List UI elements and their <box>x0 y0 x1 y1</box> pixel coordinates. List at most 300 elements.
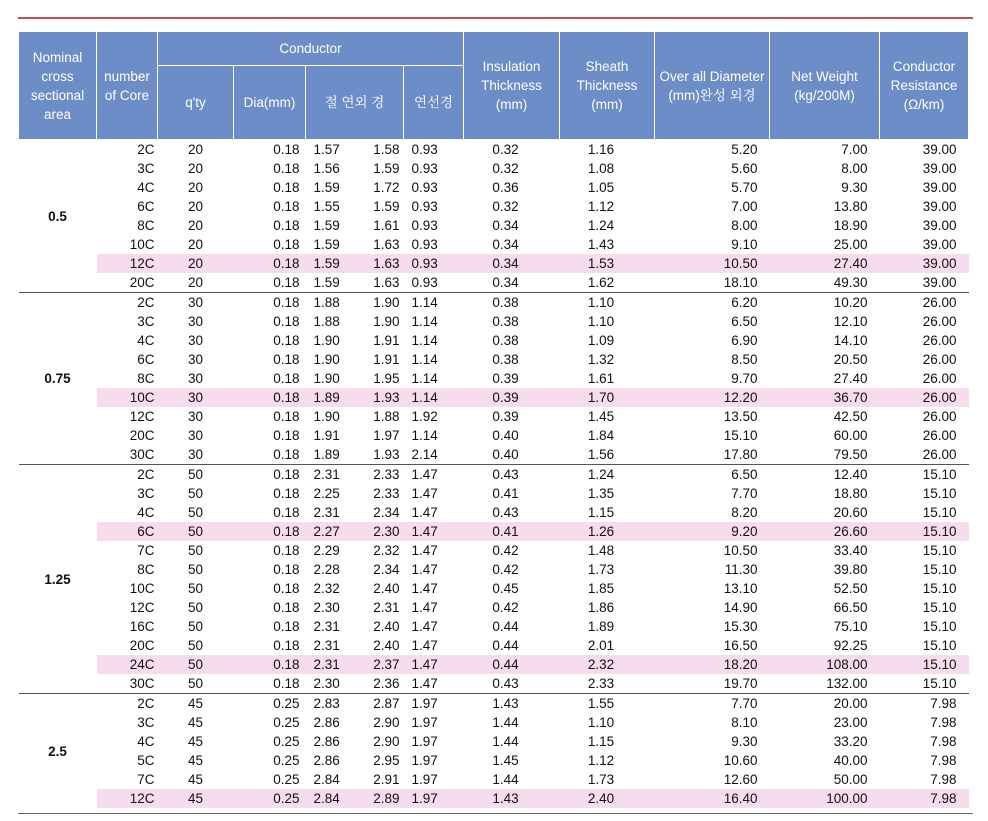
conductor-od-cell: 2.32 <box>313 581 340 596</box>
strand-od-cell: 1.47 <box>411 638 438 653</box>
table-row <box>19 655 969 674</box>
sheath-thickness-cell: 1.73 <box>587 562 615 577</box>
sheath-thickness-cell: 2.01 <box>587 638 615 653</box>
strand-od-cell: 1.14 <box>411 428 438 443</box>
insulation-thickness-cell: 0.45 <box>492 581 519 596</box>
insulation-thickness-cell: 0.40 <box>492 447 519 462</box>
net-weight-cell: 42.50 <box>833 409 868 424</box>
net-weight-cell: 50.00 <box>833 772 868 787</box>
overall-diameter-cell: 18.10 <box>723 275 758 290</box>
qty-cell: 50 <box>187 619 204 634</box>
insulation-thickness-cell: 0.34 <box>492 237 519 252</box>
header-conductor-resistance: Conductor Resistance (Ω/km) <box>880 32 969 140</box>
strand-od-cell: 0.93 <box>411 142 438 157</box>
dia-cell: 0.18 <box>273 619 300 634</box>
header-insulation-thickness: Insulation Thickness (mm) <box>464 32 560 140</box>
resistance-cell: 7.98 <box>930 753 957 768</box>
resistance-cell: 39.00 <box>880 254 969 273</box>
strand-od-cell: 1.47 <box>411 676 438 691</box>
dia-cell: 0.18 <box>273 447 300 462</box>
qty-cell: 50 <box>158 465 234 485</box>
insulated-od-cell: 1.63 <box>352 254 404 273</box>
net-weight-cell: 25.00 <box>833 237 868 252</box>
dia-cell: 0.18 <box>273 180 300 195</box>
sheath-thickness-cell: 1.26 <box>560 522 655 541</box>
qty-cell: 50 <box>187 676 204 691</box>
dia-cell: 0.18 <box>234 655 306 674</box>
dia-cell: 0.18 <box>273 676 300 691</box>
sheath-thickness-cell: 1.86 <box>587 600 615 615</box>
overall-diameter-cell: 9.20 <box>655 522 770 541</box>
insulation-thickness-cell: 1.45 <box>492 753 519 768</box>
overall-diameter-cell: 11.30 <box>724 562 758 577</box>
sheath-thickness-cell: 2.33 <box>587 676 615 691</box>
net-weight-cell: 92.25 <box>833 638 868 653</box>
insulation-thickness-cell: 0.43 <box>492 676 519 691</box>
resistance-cell: 7.98 <box>930 772 957 787</box>
overall-diameter-cell: 13.50 <box>723 409 758 424</box>
conductor-od-cell: 2.31 <box>306 655 352 674</box>
strand-od-cell: 1.47 <box>411 619 438 634</box>
sheath-thickness-cell: 1.10 <box>587 715 615 730</box>
overall-diameter-cell: 7.00 <box>731 199 758 214</box>
conductor-od-cell: 1.59 <box>313 218 340 233</box>
net-weight-cell: 27.40 <box>770 254 880 273</box>
resistance-cell: 26.00 <box>922 352 957 367</box>
insulation-thickness-cell: 0.42 <box>492 562 519 577</box>
overall-diameter-cell: 6.50 <box>655 465 770 485</box>
qty-cell: 50 <box>158 655 234 674</box>
qty-cell: 50 <box>187 486 204 501</box>
insulation-thickness-cell: 0.34 <box>492 218 519 233</box>
nominal-area-cell: 1.25 <box>19 465 97 694</box>
core-count-cell: 8C <box>137 218 155 233</box>
strand-od-cell: 1.14 <box>411 333 438 348</box>
dia-cell: 0.18 <box>234 254 306 273</box>
overall-diameter-cell: 5.60 <box>731 161 758 176</box>
strand-od-cell: 0.93 <box>411 199 438 214</box>
insulation-thickness-cell: 0.42 <box>492 543 519 558</box>
sheath-thickness-cell: 1.48 <box>587 543 615 558</box>
table-row <box>19 254 969 273</box>
qty-cell: 45 <box>187 734 204 749</box>
strand-od-cell: 1.47 <box>411 562 438 577</box>
strand-od-cell: 0.93 <box>411 180 438 195</box>
net-weight-cell: 13.80 <box>833 199 868 214</box>
table-row <box>19 426 969 445</box>
insulated-od-cell: 1.90 <box>373 314 400 329</box>
table-row <box>19 178 969 197</box>
strand-od-cell: 1.47 <box>411 543 438 558</box>
core-count-cell: 3C <box>137 314 155 329</box>
conductor-od-cell: 2.30 <box>313 676 340 691</box>
insulation-thickness-cell: 1.44 <box>492 772 519 787</box>
strand-od-cell: 1.47 <box>411 505 438 520</box>
insulated-od-cell: 1.72 <box>373 180 400 195</box>
header-conductor: Conductor <box>158 32 464 66</box>
insulated-od-cell: 2.87 <box>352 694 404 714</box>
table-row <box>19 713 969 732</box>
table-row <box>19 350 969 369</box>
strand-od-cell: 1.47 <box>411 581 438 596</box>
sheath-thickness-cell: 1.15 <box>587 734 615 749</box>
sheath-thickness-cell: 1.08 <box>587 161 615 176</box>
dia-cell: 0.18 <box>234 293 306 313</box>
sheath-thickness-cell: 1.10 <box>560 293 655 313</box>
core-count-cell: 20C <box>129 428 155 443</box>
table-row <box>19 560 969 579</box>
table-row <box>19 484 969 503</box>
overall-diameter-cell: 10.50 <box>723 543 758 558</box>
sheath-thickness-cell: 1.73 <box>587 772 615 787</box>
qty-cell: 30 <box>187 428 204 443</box>
dia-cell: 0.18 <box>273 581 300 596</box>
insulated-od-cell: 2.95 <box>373 753 400 768</box>
insulation-thickness-cell: 0.32 <box>492 142 519 157</box>
dia-cell: 0.18 <box>273 486 300 501</box>
core-count-cell: 12C <box>97 254 158 273</box>
overall-diameter-cell: 9.30 <box>731 734 758 749</box>
core-count-cell: 10C <box>129 237 155 252</box>
sheath-thickness-cell: 1.35 <box>587 486 615 501</box>
resistance-cell: 39.00 <box>922 275 957 290</box>
insulation-thickness-cell: 0.34 <box>464 254 560 273</box>
overall-diameter-cell: 12.20 <box>655 388 770 407</box>
strand-od-cell: 1.97 <box>411 753 438 768</box>
dia-cell: 0.18 <box>273 562 300 577</box>
resistance-cell: 7.98 <box>930 734 957 749</box>
insulated-od-cell: 2.34 <box>373 562 400 577</box>
resistance-cell: 15.10 <box>880 522 969 541</box>
overall-diameter-cell: 10.50 <box>655 254 770 273</box>
net-weight-cell: 12.40 <box>770 465 880 485</box>
insulation-thickness-cell: 0.43 <box>492 505 519 520</box>
net-weight-cell: 8.00 <box>841 161 868 176</box>
net-weight-cell: 40.00 <box>833 753 868 768</box>
table-row <box>19 636 969 655</box>
core-count-cell: 30C <box>129 676 155 691</box>
table-row <box>19 445 969 465</box>
cable-spec-table <box>18 31 969 808</box>
net-weight-cell: 33.20 <box>833 734 868 749</box>
overall-diameter-cell: 8.10 <box>731 715 758 730</box>
insulated-od-cell: 2.30 <box>352 522 404 541</box>
insulation-thickness-cell: 1.43 <box>464 694 560 714</box>
insulated-od-cell: 2.33 <box>373 486 400 501</box>
strand-od-cell: 1.97 <box>404 694 464 714</box>
resistance-cell: 26.00 <box>922 314 957 329</box>
sheath-thickness-cell: 1.10 <box>587 314 615 329</box>
conductor-od-cell: 1.88 <box>306 293 352 313</box>
insulation-thickness-cell: 1.44 <box>492 715 519 730</box>
overall-diameter-cell: 8.50 <box>731 352 758 367</box>
qty-cell: 20 <box>187 180 204 195</box>
qty-cell: 50 <box>187 600 204 615</box>
qty-cell: 30 <box>187 333 204 348</box>
sheath-thickness-cell: 1.05 <box>587 180 615 195</box>
conductor-od-cell: 1.89 <box>306 388 352 407</box>
strand-od-cell: 0.93 <box>411 161 438 176</box>
strand-od-cell: 1.47 <box>411 600 438 615</box>
core-count-cell: 12C <box>97 789 158 808</box>
conductor-od-cell: 1.90 <box>313 352 340 367</box>
conductor-od-cell: 2.30 <box>313 600 340 615</box>
table-row <box>19 235 969 254</box>
net-weight-cell: 79.50 <box>833 447 868 462</box>
resistance-cell: 26.00 <box>922 447 957 462</box>
resistance-cell: 15.10 <box>922 505 957 520</box>
table-row <box>19 541 969 560</box>
table-row <box>19 789 969 808</box>
table-row <box>19 369 969 388</box>
dia-cell: 0.18 <box>234 388 306 407</box>
table-row <box>19 159 969 178</box>
insulated-od-cell: 2.40 <box>373 638 400 653</box>
dia-cell: 0.18 <box>234 522 306 541</box>
sheath-thickness-cell: 1.55 <box>560 694 655 714</box>
resistance-cell: 26.00 <box>880 388 969 407</box>
resistance-cell: 15.10 <box>922 619 957 634</box>
strand-od-cell: 1.47 <box>404 522 464 541</box>
qty-cell: 20 <box>187 218 204 233</box>
insulated-od-cell: 2.90 <box>373 734 400 749</box>
dia-cell: 0.18 <box>273 314 300 329</box>
table-row <box>19 694 969 714</box>
sheath-thickness-cell: 1.43 <box>587 237 615 252</box>
core-count-cell: 2C <box>97 293 158 313</box>
sheath-thickness-cell: 1.89 <box>587 619 615 634</box>
net-weight-cell: 20.50 <box>833 352 868 367</box>
resistance-cell: 39.00 <box>922 199 957 214</box>
insulated-od-cell: 1.58 <box>373 142 400 157</box>
core-count-cell: 4C <box>137 333 155 348</box>
strand-od-cell: 0.93 <box>404 254 464 273</box>
dia-cell: 0.25 <box>273 734 300 749</box>
resistance-cell: 15.10 <box>922 562 957 577</box>
insulated-od-cell: 1.88 <box>373 409 400 424</box>
insulated-od-cell: 1.97 <box>373 428 400 443</box>
overall-diameter-cell: 15.30 <box>723 619 758 634</box>
strand-od-cell: 1.14 <box>404 293 464 313</box>
net-weight-cell: 12.10 <box>833 314 868 329</box>
dia-cell: 0.18 <box>273 428 300 443</box>
insulation-thickness-cell: 0.34 <box>492 275 519 290</box>
net-weight-cell: 52.50 <box>833 581 868 596</box>
conductor-od-cell: 1.59 <box>313 237 340 252</box>
table-row <box>19 312 969 331</box>
core-count-cell: 2C <box>97 465 158 485</box>
net-weight-cell: 18.90 <box>833 218 868 233</box>
core-count-cell: 4C <box>137 505 155 520</box>
resistance-cell: 39.00 <box>922 218 957 233</box>
net-weight-cell: 14.10 <box>833 333 868 348</box>
resistance-cell: 15.10 <box>922 638 957 653</box>
conductor-od-cell: 2.84 <box>306 789 352 808</box>
dia-cell: 0.18 <box>273 409 300 424</box>
overall-diameter-cell: 13.10 <box>723 581 758 596</box>
insulation-thickness-cell: 0.36 <box>492 180 519 195</box>
dia-cell: 0.18 <box>273 275 300 290</box>
sheath-thickness-cell: 1.53 <box>560 254 655 273</box>
strand-od-cell: 0.93 <box>411 218 438 233</box>
conductor-od-cell: 1.90 <box>313 409 340 424</box>
qty-cell: 50 <box>187 505 204 520</box>
overall-diameter-cell: 6.50 <box>731 314 758 329</box>
resistance-cell: 39.00 <box>922 142 957 157</box>
net-weight-cell: 66.50 <box>833 600 868 615</box>
conductor-od-cell: 2.27 <box>306 522 352 541</box>
table-row <box>19 273 969 293</box>
overall-diameter-cell: 10.60 <box>723 753 758 768</box>
insulation-thickness-cell: 0.44 <box>492 638 519 653</box>
sheath-thickness-cell: 1.09 <box>587 333 615 348</box>
conductor-od-cell: 2.31 <box>306 465 352 485</box>
conductor-od-cell: 1.57 <box>313 142 340 157</box>
overall-diameter-cell: 14.90 <box>723 600 758 615</box>
dia-cell: 0.18 <box>273 371 300 386</box>
insulated-od-cell: 1.61 <box>373 218 400 233</box>
header-number-of-core: number of Core <box>97 32 158 140</box>
header-overall-diameter: Over all Diameter (mm)완성 외경 <box>655 32 770 140</box>
header-strand-od: 연선경 <box>404 66 464 140</box>
table-row <box>19 331 969 350</box>
conductor-od-cell: 1.59 <box>313 275 340 290</box>
core-count-cell: 12C <box>129 409 155 424</box>
table-row <box>19 579 969 598</box>
sheath-thickness-cell: 1.15 <box>587 505 615 520</box>
net-weight-cell: 60.00 <box>833 428 868 443</box>
dia-cell: 0.18 <box>273 543 300 558</box>
core-count-cell: 7C <box>137 772 155 787</box>
table-row <box>19 388 969 407</box>
resistance-cell: 15.10 <box>922 600 957 615</box>
resistance-cell: 26.00 <box>922 371 957 386</box>
net-weight-cell: 75.10 <box>833 619 868 634</box>
net-weight-cell: 49.30 <box>833 275 868 290</box>
net-weight-cell: 27.40 <box>833 371 868 386</box>
strand-od-cell: 1.47 <box>404 655 464 674</box>
qty-cell: 20 <box>187 237 204 252</box>
insulated-od-cell: 2.36 <box>373 676 400 691</box>
dia-cell: 0.18 <box>273 199 300 214</box>
resistance-cell: 39.00 <box>922 237 957 252</box>
insulated-od-cell: 2.91 <box>373 772 400 787</box>
sheath-thickness-cell: 1.70 <box>560 388 655 407</box>
core-count-cell: 10C <box>97 388 158 407</box>
strand-od-cell: 1.14 <box>411 314 438 329</box>
overall-diameter-cell: 5.20 <box>731 142 758 157</box>
overall-diameter-cell: 18.20 <box>655 655 770 674</box>
core-count-cell: 16C <box>129 619 155 634</box>
overall-diameter-cell: 7.70 <box>731 486 758 501</box>
insulation-thickness-cell: 0.40 <box>492 428 519 443</box>
insulated-od-cell: 1.93 <box>373 447 400 462</box>
core-count-cell: 30C <box>129 447 155 462</box>
table-row <box>19 732 969 751</box>
overall-diameter-cell: 8.00 <box>731 218 758 233</box>
insulated-od-cell: 2.33 <box>352 465 404 485</box>
resistance-cell: 26.00 <box>922 333 957 348</box>
resistance-cell: 15.10 <box>922 676 957 691</box>
nominal-area-cell: 0.75 <box>19 293 97 465</box>
strand-od-cell: 1.14 <box>411 352 438 367</box>
net-weight-cell: 26.60 <box>770 522 880 541</box>
strand-od-cell: 1.47 <box>404 465 464 485</box>
core-count-cell: 4C <box>137 180 155 195</box>
net-weight-cell: 108.00 <box>770 655 880 674</box>
insulated-od-cell: 2.90 <box>373 715 400 730</box>
conductor-od-cell: 1.90 <box>313 333 340 348</box>
insulation-thickness-cell: 0.38 <box>492 314 519 329</box>
table-row <box>19 522 969 541</box>
top-rule <box>18 17 973 19</box>
strand-od-cell: 1.97 <box>404 789 464 808</box>
table-row <box>19 465 969 485</box>
core-count-cell: 4C <box>137 734 155 749</box>
table-row <box>19 617 969 636</box>
core-count-cell: 12C <box>129 600 155 615</box>
qty-cell: 20 <box>187 142 204 157</box>
qty-cell: 20 <box>187 275 204 290</box>
table-row <box>19 751 969 770</box>
dia-cell: 0.25 <box>234 789 306 808</box>
table-row <box>19 293 969 313</box>
resistance-cell: 15.10 <box>922 486 957 501</box>
qty-cell: 30 <box>187 409 204 424</box>
net-weight-cell: 23.00 <box>833 715 868 730</box>
resistance-cell: 15.10 <box>880 465 969 485</box>
qty-cell: 45 <box>187 753 204 768</box>
dia-cell: 0.25 <box>273 715 300 730</box>
strand-od-cell: 1.14 <box>411 371 438 386</box>
net-weight-cell: 132.00 <box>826 676 868 691</box>
core-count-cell: 2C <box>97 694 158 714</box>
dia-cell: 0.18 <box>273 333 300 348</box>
resistance-cell: 26.00 <box>922 409 957 424</box>
core-count-cell: 10C <box>129 581 155 596</box>
resistance-cell: 39.00 <box>922 161 957 176</box>
qty-cell: 50 <box>187 581 204 596</box>
overall-diameter-cell: 12.60 <box>723 772 758 787</box>
core-count-cell: 3C <box>137 715 155 730</box>
dia-cell: 0.25 <box>273 753 300 768</box>
resistance-cell: 7.98 <box>880 789 969 808</box>
header-dia: Dia(mm) <box>234 66 306 140</box>
table-row <box>19 216 969 235</box>
overall-diameter-cell: 6.20 <box>655 293 770 313</box>
table-body <box>19 140 969 809</box>
conductor-od-cell: 2.86 <box>313 734 340 749</box>
insulation-thickness-cell: 0.38 <box>464 293 560 313</box>
qty-cell: 30 <box>187 371 204 386</box>
core-count-cell: 6C <box>137 352 155 367</box>
conductor-od-cell: 2.31 <box>313 619 340 634</box>
net-weight-cell: 100.00 <box>770 789 880 808</box>
conductor-od-cell: 1.90 <box>313 371 340 386</box>
dia-cell: 0.18 <box>234 465 306 485</box>
conductor-od-cell: 1.56 <box>313 161 340 176</box>
dia-cell: 0.25 <box>234 694 306 714</box>
resistance-cell: 39.00 <box>922 180 957 195</box>
qty-cell: 30 <box>187 447 204 462</box>
nominal-area-cell: 0.5 <box>19 140 97 293</box>
overall-diameter-cell: 16.40 <box>655 789 770 808</box>
qty-cell: 30 <box>187 352 204 367</box>
sheath-thickness-cell: 1.85 <box>587 581 615 596</box>
overall-diameter-cell: 15.10 <box>723 428 758 443</box>
insulated-od-cell: 1.63 <box>373 275 400 290</box>
conductor-od-cell: 1.91 <box>313 428 340 443</box>
